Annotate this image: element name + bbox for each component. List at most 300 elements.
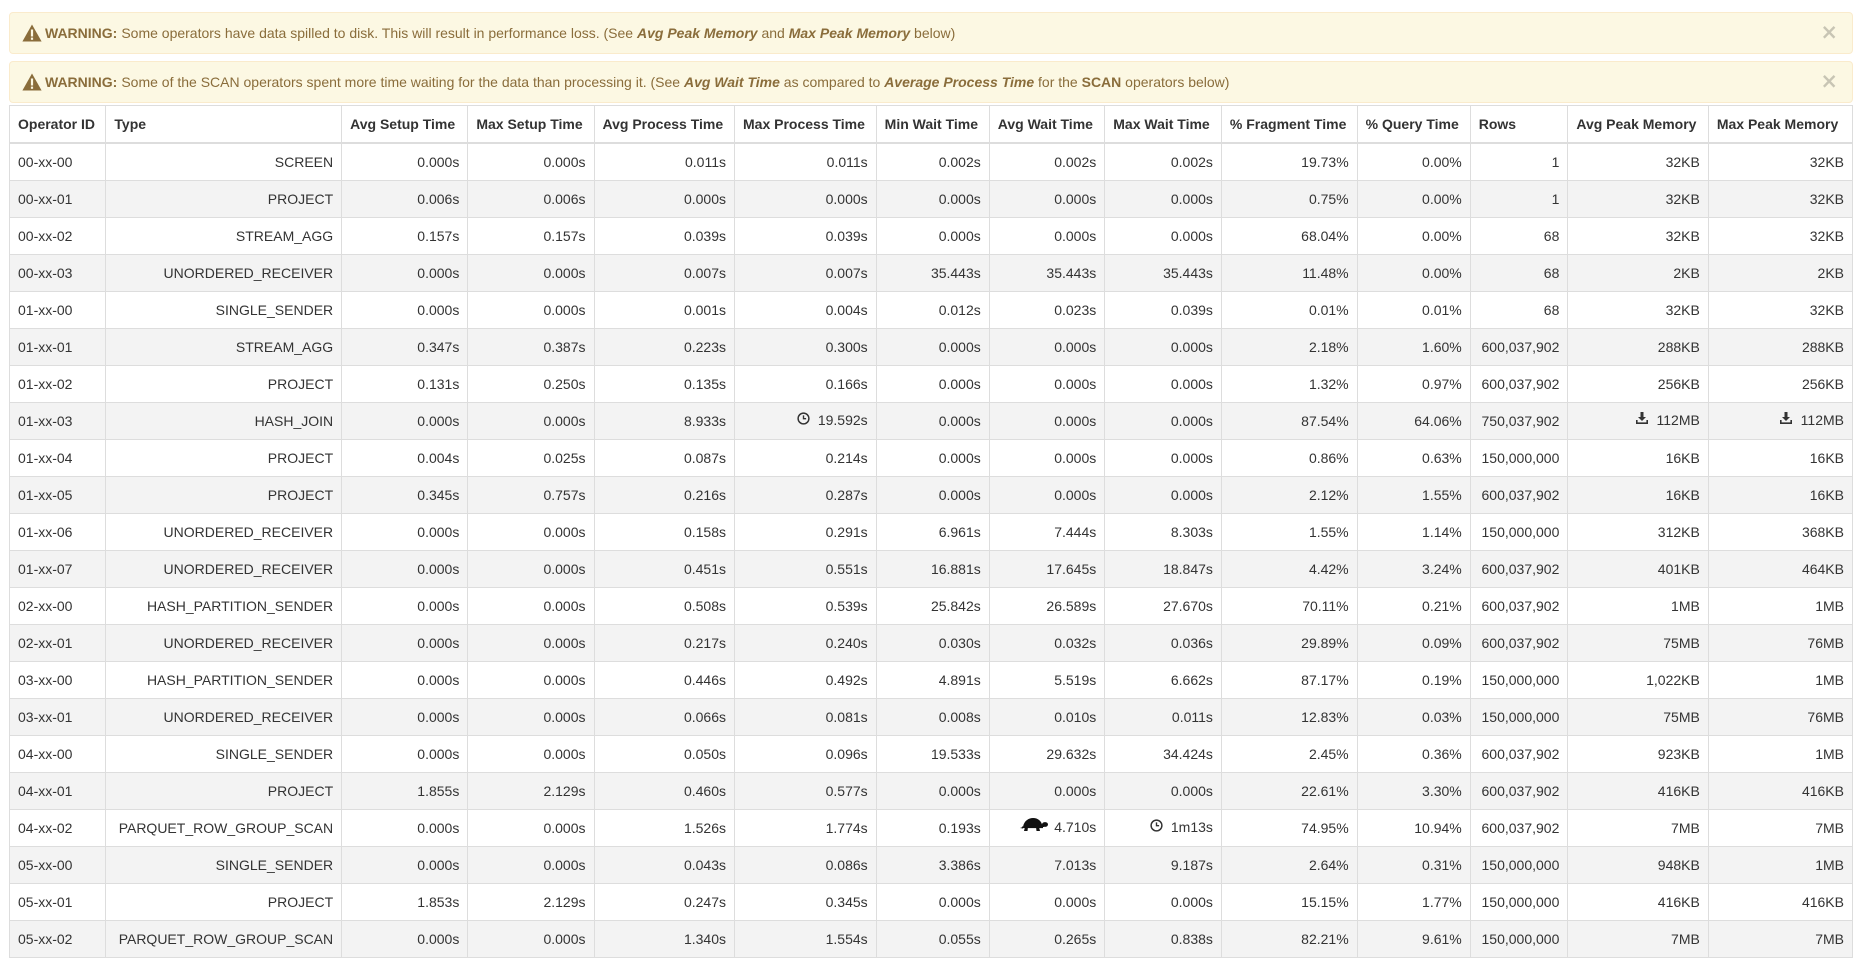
cell-value: 1.855s — [417, 783, 460, 799]
cell-value: 600,037,902 — [1481, 561, 1560, 577]
cell-max-peak-memory — [1708, 551, 1852, 588]
cell-avg-wait-time — [989, 810, 1104, 847]
cell-value: 16.881s — [930, 561, 981, 577]
warning-emphasis: Avg Wait Time — [683, 74, 780, 90]
cell-avg-process-time — [594, 292, 734, 329]
cell-min-wait-time — [876, 403, 989, 440]
cell-max-setup-time — [468, 736, 594, 773]
cell-value: 0.446s — [683, 672, 726, 688]
cell-avg-peak-memory — [1568, 292, 1708, 329]
cell-pct-query-time — [1357, 551, 1470, 588]
cell-value: 0.000s — [1054, 228, 1097, 244]
cell-operator-id — [10, 884, 106, 921]
cell-value: 87.17% — [1301, 672, 1349, 688]
cell-avg-peak-memory — [1568, 588, 1708, 625]
cell-value: 1.55% — [1308, 524, 1349, 540]
cell-max-peak-memory — [1708, 662, 1852, 699]
cell-pct-fragment-time — [1221, 921, 1357, 958]
cell-value: 04-xx-00 — [18, 746, 73, 762]
cell-avg-setup-time — [342, 366, 468, 403]
cell-max-wait-time — [1105, 181, 1222, 218]
cell-value: HASH_PARTITION_SENDER — [146, 672, 334, 688]
cell-value: 600,037,902 — [1481, 487, 1560, 503]
cell-value: 0.011s — [1171, 709, 1213, 725]
cell-avg-process-time — [594, 143, 734, 181]
cell-value: 256KB — [1657, 376, 1700, 392]
cell-pct-fragment-time — [1221, 255, 1357, 292]
cell-value: PROJECT — [267, 191, 334, 207]
cell-min-wait-time — [876, 218, 989, 255]
cell-avg-setup-time — [342, 921, 468, 958]
cell-type — [106, 884, 342, 921]
cell-value: 0.000s — [1054, 894, 1097, 910]
cell-value: 1.526s — [683, 820, 726, 836]
table-row — [10, 884, 1853, 921]
cell-max-setup-time — [468, 440, 594, 477]
cell-pct-fragment-time — [1221, 292, 1357, 329]
cell-value: 10.94% — [1414, 820, 1462, 836]
cell-value: 3.24% — [1422, 561, 1462, 577]
clock-icon — [1150, 819, 1163, 835]
cell-value: 0.002s — [1054, 154, 1097, 170]
cell-value: 0.039s — [825, 228, 868, 244]
cell-type — [106, 699, 342, 736]
cell-value: 8.303s — [1170, 524, 1213, 540]
warning-text: as compared to — [779, 74, 885, 90]
cell-value: 112MB — [1656, 412, 1700, 429]
cell-value: 0.158s — [683, 524, 726, 540]
cell-avg-wait-time — [989, 292, 1104, 329]
cell-value: 0.039s — [1170, 302, 1213, 318]
cell-value: 7.013s — [1054, 857, 1097, 873]
cell-value: 923KB — [1657, 746, 1700, 762]
cell-value: 0.451s — [683, 561, 726, 577]
cell-value: 16KB — [1809, 450, 1844, 466]
cell-value: 26.589s — [1046, 598, 1097, 614]
column-header-max-wait-time[interactable]: Max Wait Time — [1105, 106, 1222, 144]
cell-value: PROJECT — [267, 450, 334, 466]
cell-value: 0.000s — [1170, 376, 1213, 392]
table-row — [10, 773, 1853, 810]
cell-value: 5.519s — [1054, 672, 1097, 688]
cell-value: 0.000s — [1054, 339, 1097, 355]
cell-value: 19.73% — [1301, 154, 1349, 170]
cell-max-wait-time — [1105, 921, 1222, 958]
column-header-rows[interactable]: Rows — [1470, 106, 1568, 144]
cell-value: 0.214s — [825, 450, 868, 466]
cell-value: 150,000,000 — [1481, 672, 1560, 688]
cell-max-setup-time — [468, 366, 594, 403]
cell-value: 0.006s — [543, 191, 586, 207]
cell-value: 01-xx-04 — [18, 450, 73, 466]
column-header-operator-id[interactable]: Operator ID — [10, 106, 106, 144]
cell-value: 0.000s — [543, 413, 586, 429]
cell-avg-peak-memory — [1568, 810, 1708, 847]
cell-max-process-time — [735, 736, 877, 773]
cell-pct-query-time — [1357, 810, 1470, 847]
cell-rows — [1470, 847, 1568, 884]
cell-value: UNORDERED_RECEIVER — [163, 265, 334, 281]
cell-value: 7MB — [1671, 820, 1700, 836]
cell-value: 0.291s — [825, 524, 868, 540]
table-header-row — [10, 106, 1853, 144]
cell-value: 0.011s — [826, 154, 868, 170]
cell-value: 68.04% — [1301, 228, 1349, 244]
cell-min-wait-time — [876, 810, 989, 847]
close-alert-button[interactable]: × — [1820, 20, 1838, 44]
cell-avg-process-time — [594, 329, 734, 366]
cell-avg-setup-time — [342, 514, 468, 551]
cell-value: 68 — [1543, 265, 1560, 281]
cell-value: 4.42% — [1308, 561, 1349, 577]
cell-value: 0.492s — [825, 672, 868, 688]
cell-value: 29.632s — [1046, 746, 1097, 762]
cell-value: 0.265s — [1054, 931, 1097, 947]
cell-value: 0.055s — [938, 931, 981, 947]
cell-avg-wait-time — [989, 588, 1104, 625]
cell-avg-process-time — [594, 625, 734, 662]
cell-value: 0.347s — [417, 339, 460, 355]
cell-value: 0.000s — [543, 672, 586, 688]
column-header-pct-query-time[interactable]: % Query Time — [1357, 106, 1470, 144]
cell-value: 0.838s — [1170, 931, 1213, 947]
cell-value: 0.157s — [543, 228, 586, 244]
cell-value: 0.096s — [825, 746, 868, 762]
column-header-min-wait-time[interactable]: Min Wait Time — [876, 106, 989, 144]
cell-avg-wait-time — [989, 773, 1104, 810]
cell-avg-setup-time — [342, 403, 468, 440]
cell-value: 0.240s — [825, 635, 868, 651]
cell-avg-peak-memory — [1568, 551, 1708, 588]
cell-value: PROJECT — [267, 783, 334, 799]
cell-max-wait-time — [1105, 847, 1222, 884]
cell-rows — [1470, 440, 1568, 477]
cell-value: 01-xx-01 — [18, 339, 73, 355]
column-header-max-peak-memory[interactable]: Max Peak Memory — [1708, 106, 1852, 144]
cell-value: 25.842s — [930, 598, 981, 614]
cell-max-peak-memory — [1708, 255, 1852, 292]
table-row — [10, 625, 1853, 662]
clock-icon — [797, 412, 810, 428]
column-header-pct-fragment-time[interactable]: % Fragment Time — [1221, 106, 1357, 144]
close-alert-button[interactable]: × — [1820, 69, 1838, 93]
cell-avg-setup-time — [342, 588, 468, 625]
cell-value: 368KB — [1801, 524, 1844, 540]
cell-avg-peak-memory — [1568, 699, 1708, 736]
cell-avg-process-time — [594, 588, 734, 625]
cell-value: 600,037,902 — [1481, 376, 1560, 392]
cell-pct-query-time — [1357, 514, 1470, 551]
cell-value: 0.000s — [543, 598, 586, 614]
cell-value: 0.287s — [825, 487, 868, 503]
cell-value: 0.000s — [417, 524, 460, 540]
table-row — [10, 921, 1853, 958]
cell-value: 312KB — [1657, 524, 1700, 540]
warning-title: WARNING: — [45, 74, 118, 90]
cell-value: 01-xx-03 — [18, 413, 73, 429]
warning-message — [121, 74, 1229, 90]
cell-value: 1.340s — [683, 931, 726, 947]
cell-value: 32KB — [1809, 191, 1844, 207]
cell-value: 68 — [1543, 228, 1560, 244]
cell-value: 0.000s — [1054, 450, 1097, 466]
cell-pct-query-time — [1357, 181, 1470, 218]
cell-value: 0.000s — [938, 783, 981, 799]
cell-value: 0.01% — [1422, 302, 1462, 318]
cell-value: UNORDERED_RECEIVER — [163, 635, 334, 651]
cell-value: 0.460s — [683, 783, 726, 799]
cell-value: 600,037,902 — [1481, 339, 1560, 355]
cell-value: 7MB — [1815, 931, 1844, 947]
cell-avg-process-time — [594, 477, 734, 514]
cell-value: STREAM_AGG — [235, 228, 334, 244]
cell-pct-query-time — [1357, 477, 1470, 514]
cell-max-setup-time — [468, 847, 594, 884]
cell-pct-fragment-time — [1221, 181, 1357, 218]
cell-pct-fragment-time — [1221, 551, 1357, 588]
cell-value: 2.129s — [543, 783, 586, 799]
cell-max-process-time — [735, 366, 877, 403]
cell-avg-setup-time — [342, 662, 468, 699]
cell-max-setup-time — [468, 218, 594, 255]
cell-avg-peak-memory — [1568, 255, 1708, 292]
cell-type — [106, 662, 342, 699]
cell-value: SCREEN — [274, 154, 334, 170]
cell-avg-wait-time — [989, 699, 1104, 736]
cell-value: 0.001s — [683, 302, 726, 318]
cell-value: 87.54% — [1301, 413, 1349, 429]
table-row — [10, 588, 1853, 625]
cell-avg-setup-time — [342, 329, 468, 366]
cell-max-setup-time — [468, 551, 594, 588]
cell-value: 0.000s — [417, 265, 460, 281]
cell-value: 03-xx-00 — [18, 672, 73, 688]
cell-value: 2KB — [1817, 265, 1844, 281]
cell-value: 2.18% — [1308, 339, 1349, 355]
warning-emphasis: Average Process Time — [884, 74, 1035, 90]
table-row — [10, 403, 1853, 440]
cell-avg-setup-time — [342, 736, 468, 773]
cell-max-wait-time — [1105, 440, 1222, 477]
cell-value: 0.000s — [543, 154, 586, 170]
cell-max-peak-memory — [1708, 329, 1852, 366]
cell-value: PROJECT — [267, 487, 334, 503]
cell-pct-fragment-time — [1221, 662, 1357, 699]
cell-value: SINGLE_SENDER — [215, 857, 334, 873]
cell-avg-wait-time — [989, 218, 1104, 255]
cell-value: 76MB — [1807, 709, 1844, 725]
cell-value: UNORDERED_RECEIVER — [163, 709, 334, 725]
cell-type — [106, 366, 342, 403]
cell-max-setup-time — [468, 181, 594, 218]
cell-max-setup-time — [468, 773, 594, 810]
cell-min-wait-time — [876, 477, 989, 514]
cell-value: 1,022KB — [1646, 672, 1700, 688]
cell-max-peak-memory — [1708, 181, 1852, 218]
cell-value: 75MB — [1663, 635, 1700, 651]
cell-avg-wait-time — [989, 551, 1104, 588]
cell-value: 32KB — [1665, 228, 1700, 244]
cell-avg-process-time — [594, 255, 734, 292]
cell-value: 1 — [1551, 154, 1560, 170]
cell-max-setup-time — [468, 143, 594, 181]
cell-value: 1.14% — [1422, 524, 1462, 540]
cell-value: 2KB — [1673, 265, 1700, 281]
table-row — [10, 477, 1853, 514]
warning-icon — [22, 73, 42, 91]
cell-operator-id — [10, 810, 106, 847]
cell-avg-peak-memory — [1568, 218, 1708, 255]
cell-value: 0.000s — [543, 524, 586, 540]
cell-value: 32KB — [1665, 191, 1700, 207]
column-header-type[interactable]: Type — [106, 106, 342, 144]
cell-operator-id — [10, 366, 106, 403]
cell-value: 0.036s — [1170, 635, 1213, 651]
cell-value: 0.216s — [683, 487, 726, 503]
cell-value: 02-xx-00 — [18, 598, 73, 614]
table-row — [10, 662, 1853, 699]
column-header-max-setup-time[interactable]: Max Setup Time — [468, 106, 594, 144]
cell-value: 76MB — [1807, 635, 1844, 651]
column-header-avg-setup-time[interactable]: Avg Setup Time — [342, 106, 468, 144]
cell-avg-process-time — [594, 736, 734, 773]
cell-type — [106, 625, 342, 662]
cell-value: 7MB — [1671, 931, 1700, 947]
cell-avg-peak-memory — [1568, 181, 1708, 218]
cell-max-wait-time — [1105, 292, 1222, 329]
cell-max-process-time — [735, 218, 877, 255]
cell-value: 0.000s — [417, 820, 460, 836]
cell-avg-peak-memory — [1568, 366, 1708, 403]
cell-value: 27.670s — [1163, 598, 1213, 614]
cell-value: 0.000s — [543, 709, 586, 725]
cell-value: 11.48% — [1302, 265, 1349, 281]
cell-value: 32KB — [1665, 154, 1700, 170]
cell-value: 0.01% — [1308, 302, 1349, 318]
cell-value: 32KB — [1665, 302, 1700, 318]
spill-to-disk-icon — [1779, 411, 1793, 428]
cell-min-wait-time — [876, 699, 989, 736]
cell-avg-setup-time — [342, 218, 468, 255]
column-header-max-process-time[interactable]: Max Process Time — [735, 106, 877, 144]
cell-avg-wait-time — [989, 921, 1104, 958]
cell-value: 0.217s — [683, 635, 726, 651]
cell-max-wait-time — [1105, 143, 1222, 181]
cell-max-process-time — [735, 810, 877, 847]
cell-type — [106, 773, 342, 810]
cell-rows — [1470, 403, 1568, 440]
warning-text: below) — [910, 25, 956, 41]
cell-avg-setup-time — [342, 847, 468, 884]
cell-avg-process-time — [594, 847, 734, 884]
cell-avg-wait-time — [989, 884, 1104, 921]
cell-value: 1.32% — [1308, 376, 1349, 392]
cell-value: 1.60% — [1422, 339, 1462, 355]
cell-value: 9.187s — [1170, 857, 1213, 873]
cell-min-wait-time — [876, 292, 989, 329]
cell-avg-setup-time — [342, 292, 468, 329]
cell-value: 0.000s — [543, 265, 586, 281]
cell-max-wait-time — [1105, 773, 1222, 810]
cell-value: UNORDERED_RECEIVER — [163, 524, 334, 540]
cell-max-peak-memory — [1708, 143, 1852, 181]
cell-value: 750,037,902 — [1481, 413, 1560, 429]
cell-value: 0.135s — [683, 376, 726, 392]
cell-value: 3.30% — [1422, 783, 1462, 799]
cell-max-process-time — [735, 477, 877, 514]
cell-pct-query-time — [1357, 329, 1470, 366]
cell-value: 0.345s — [825, 894, 868, 910]
cell-avg-process-time — [594, 514, 734, 551]
cell-value: 17.645s — [1046, 561, 1097, 577]
cell-avg-process-time — [594, 810, 734, 847]
cell-max-setup-time — [468, 477, 594, 514]
column-header-avg-wait-time[interactable]: Avg Wait Time — [989, 106, 1104, 144]
cell-pct-query-time — [1357, 625, 1470, 662]
cell-value: 0.000s — [1054, 783, 1097, 799]
cell-pct-query-time — [1357, 699, 1470, 736]
cell-avg-wait-time — [989, 477, 1104, 514]
warning-emphasis: Max Peak Memory — [788, 25, 911, 41]
cell-value: 82.21% — [1301, 931, 1349, 947]
cell-max-peak-memory — [1708, 736, 1852, 773]
cell-pct-fragment-time — [1221, 218, 1357, 255]
cell-max-peak-memory — [1708, 366, 1852, 403]
cell-value: 0.000s — [825, 191, 868, 207]
cell-max-process-time — [735, 699, 877, 736]
cell-pct-query-time — [1357, 773, 1470, 810]
cell-value: 0.551s — [825, 561, 868, 577]
cell-pct-fragment-time — [1221, 403, 1357, 440]
cell-value: 150,000,000 — [1481, 709, 1560, 725]
cell-value: 0.000s — [417, 709, 460, 725]
table-row — [10, 514, 1853, 551]
cell-avg-peak-memory — [1568, 477, 1708, 514]
cell-value: 416KB — [1657, 894, 1700, 910]
cell-value: 0.010s — [1054, 709, 1097, 725]
cell-value: 150,000,000 — [1481, 524, 1560, 540]
cell-value: 0.032s — [1054, 635, 1097, 651]
cell-operator-id — [10, 255, 106, 292]
cell-value: 2.129s — [543, 894, 586, 910]
cell-max-setup-time — [468, 292, 594, 329]
cell-operator-id — [10, 921, 106, 958]
cell-value: 0.012s — [938, 302, 981, 318]
cell-value: 0.002s — [1170, 154, 1213, 170]
cell-value: 0.000s — [1170, 487, 1213, 503]
cell-pct-fragment-time — [1221, 588, 1357, 625]
cell-operator-id — [10, 514, 106, 551]
cell-avg-wait-time — [989, 625, 1104, 662]
cell-value: 0.087s — [683, 450, 726, 466]
cell-value: 0.000s — [938, 894, 981, 910]
cell-rows — [1470, 181, 1568, 218]
column-header-avg-process-time[interactable]: Avg Process Time — [594, 106, 734, 144]
cell-avg-setup-time — [342, 143, 468, 181]
cell-rows — [1470, 551, 1568, 588]
cell-pct-fragment-time — [1221, 477, 1357, 514]
cell-value: 6.961s — [938, 524, 981, 540]
cell-max-setup-time — [468, 329, 594, 366]
cell-value: 0.000s — [683, 191, 726, 207]
cell-value: 64.06% — [1414, 413, 1462, 429]
cell-type — [106, 588, 342, 625]
cell-min-wait-time — [876, 181, 989, 218]
column-header-avg-peak-memory[interactable]: Avg Peak Memory — [1568, 106, 1708, 144]
cell-value: 04-xx-02 — [18, 820, 73, 836]
cell-value: 0.000s — [1170, 450, 1213, 466]
cell-value: 4.710s — [1054, 818, 1097, 835]
